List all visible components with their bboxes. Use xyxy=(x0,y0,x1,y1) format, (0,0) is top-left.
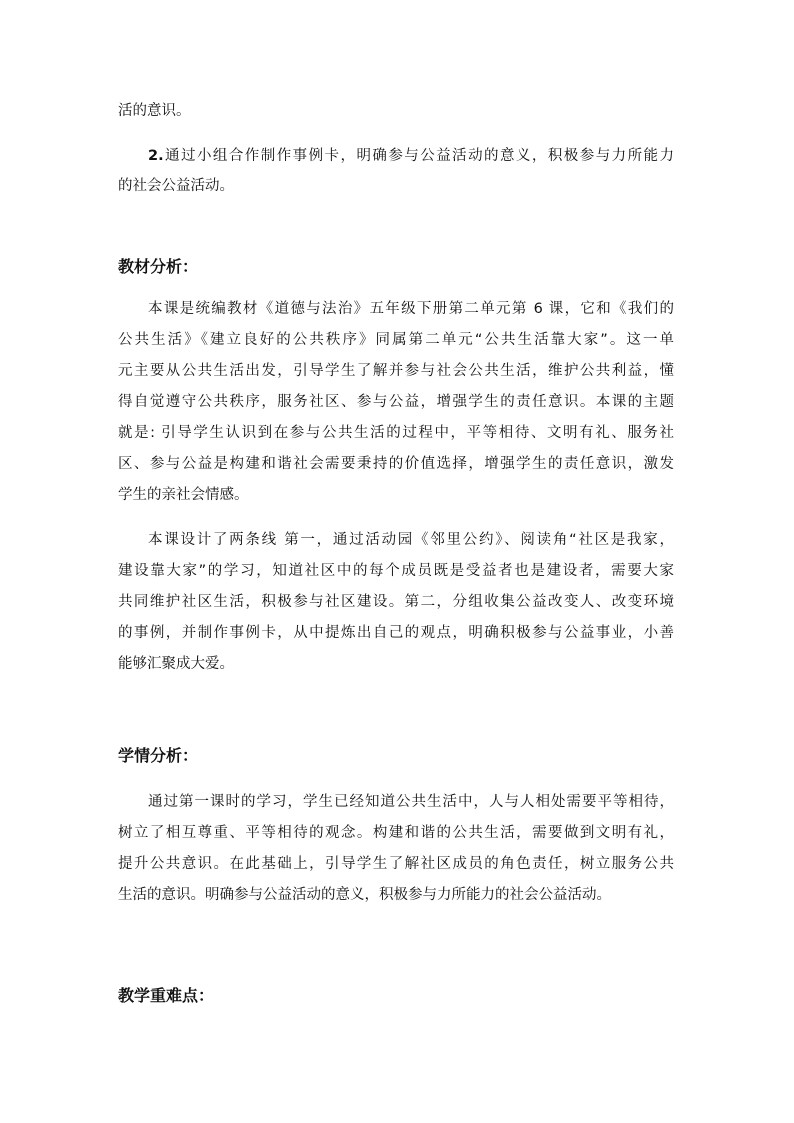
paragraph-line: 通过第一课时的学习，学生已经知道公共生活中，人与人相处需要平等相待， xyxy=(148,794,674,810)
section-heading-key-points: 教学重难点： xyxy=(118,986,215,1005)
paragraph-line: 生活的意识。明确参与公益活动的意义，积极参与力所能力的社会公益活动。 xyxy=(118,887,611,903)
paragraph-line: 的事例，并制作事例卡，从中提炼出自己的观点，明确积极参与公益事业，小善 xyxy=(118,625,674,641)
paragraph-line: 共同维护社区生活，积极参与社区建设。第二，分组收集公益改变人、改变环境 xyxy=(118,594,674,610)
section-heading-learner-analysis: 学情分析： xyxy=(118,746,199,765)
paragraph-line: 区、参与公益是构建和谐社会需要秉持的价值选择，增强学生的责任意识，激发 xyxy=(118,456,674,472)
section-heading-textbook-analysis: 教材分析： xyxy=(118,257,199,276)
paragraph-line: 建设靠大家”的学习，知道社区中的每个成员既是受益者也是建设者，需要大家 xyxy=(118,563,674,579)
paragraph-line: 元主要从公共生活出发，引导学生了解并参与社会公共生活，维护公共利益，懂 xyxy=(118,363,674,379)
paragraph-line: 本课是统编教材《道德与法治》五年级下册第二单元第 6 课，它和《我们的 xyxy=(148,301,674,317)
objective-text-continued: 的社会公益活动。 xyxy=(118,178,234,194)
objective-text: 通过小组合作制作事例卡，明确参与公益活动的意义，积极参与力所能力 xyxy=(163,148,674,164)
paragraph-line: 能够汇聚成大爱。 xyxy=(118,656,234,672)
paragraph-line: 本课设计了两条线 第一，通过活动园《邻里公约》、阅读角“社区是我家， xyxy=(148,532,674,548)
objective-item-2 xyxy=(148,146,674,166)
intro-line: 活的意识。 xyxy=(118,103,191,119)
paragraph-line: 得自觉遵守公共秩序，服务社区、参与公益，增强学生的责任意识。本课的主题 xyxy=(118,394,674,410)
paragraph-line: 公共生活》《建立良好的公共秩序》同属第二单元“公共生活靠大家”。这一单 xyxy=(118,332,674,348)
paragraph-line: 树立了相互尊重、平等相待的观念。构建和谐的公共生活，需要做到文明有礼， xyxy=(118,825,674,841)
paragraph-line: 就是: 引导学生认识到在参与公共生活的过程中，平等相待、文明有礼、服务社 xyxy=(118,425,674,441)
item-number: 2. xyxy=(148,148,164,164)
paragraph-line: 提升公共意识。在此基础上，引导学生了解社区成员的角色责任，树立服务公共 xyxy=(118,856,674,872)
paragraph-line: 学生的亲社会情感。 xyxy=(118,487,249,503)
